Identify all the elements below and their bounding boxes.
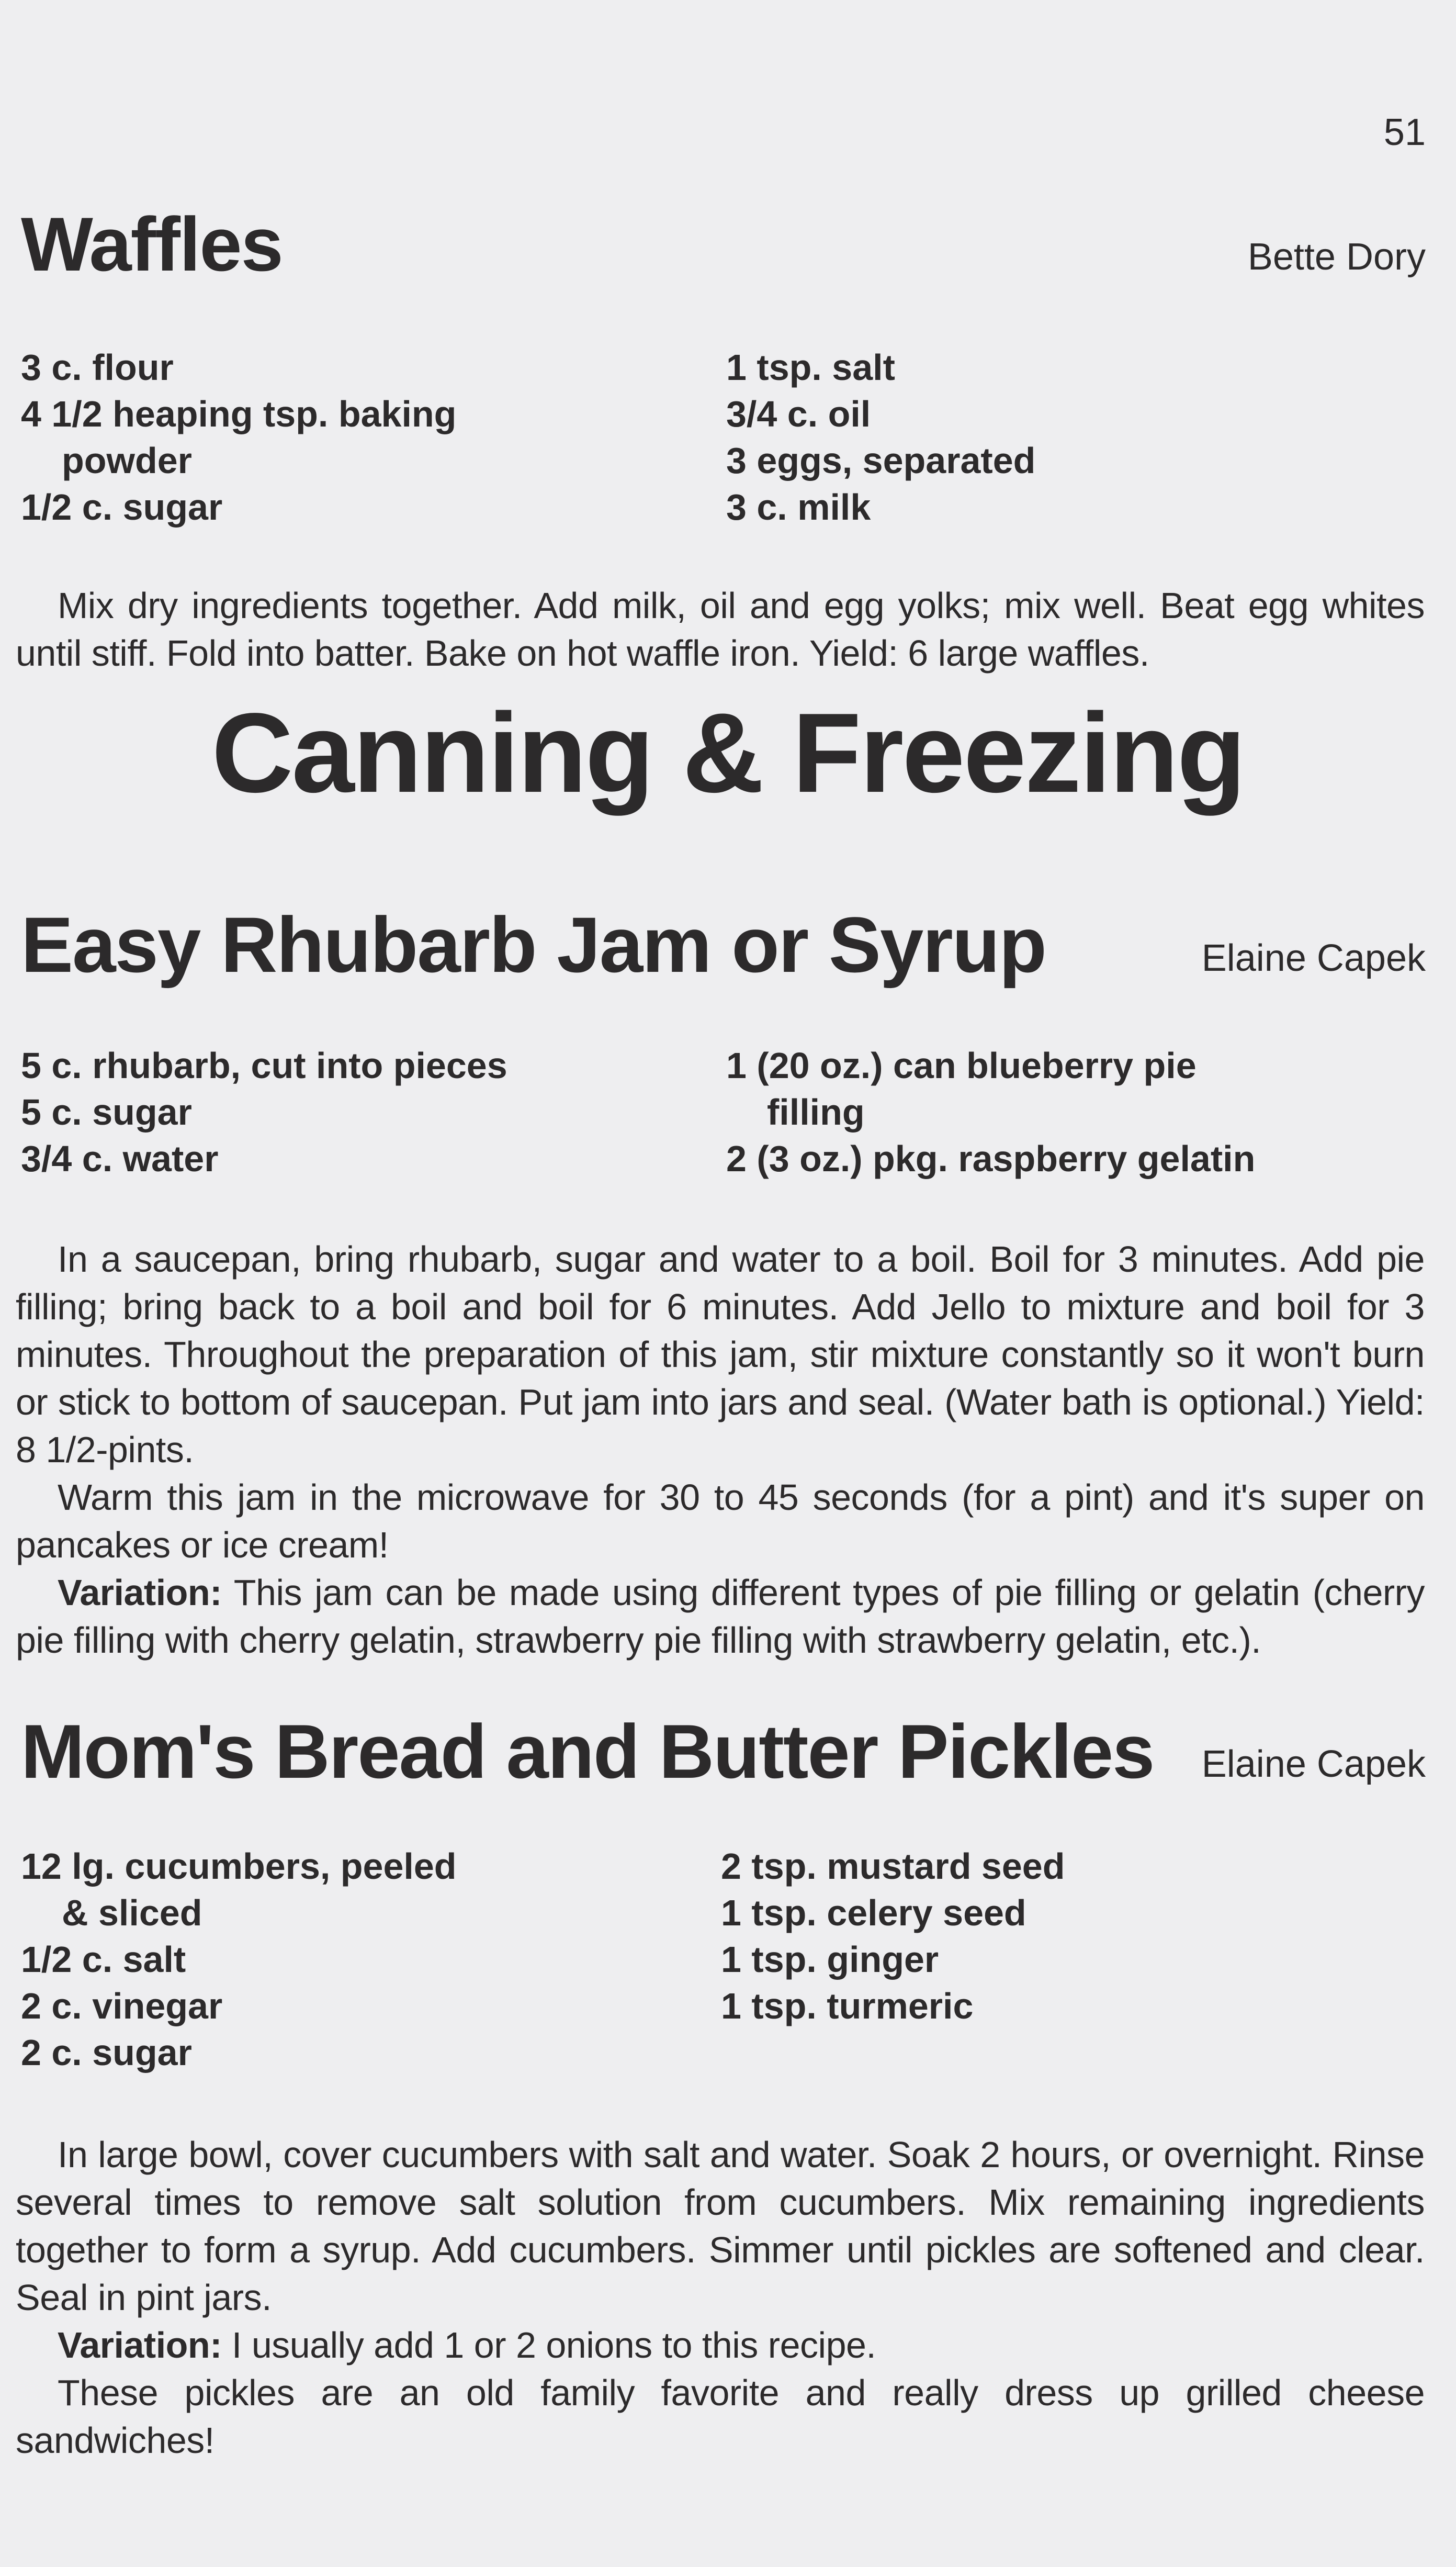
variation-text: This jam can be made using different types of pie filling or gelatin (cherry pie filling with cherry gelatin, strawberry pie filling with strawberry gelatin, etc.). — [16, 1572, 1425, 1661]
ingredient-item: 3 eggs, separated — [726, 440, 1036, 481]
instruction-paragraph: In a saucepan, bring rhubarb, sugar and water to a boil. Boil for 3 minutes. Add pie filling; bring back to a boil and boil for 6 minutes. Add Jello to mixture and boil for 3 minutes. Throughout the preparation of this jam, stir mixture constantly so it won't burn or stick to bottom of saucepan. Put jam into jars and seal. (Water bath is optional.) Yield: 8 1/2-pints. — [16, 1239, 1425, 1470]
ingredient-item: 5 c. sugar — [21, 1092, 192, 1133]
ingredient-item: 1 tsp. ginger — [721, 1939, 939, 1980]
ingredients-column-left — [21, 344, 726, 531]
recipe-title-pickles: Mom's Bread and Butter Pickles — [21, 1709, 1154, 1794]
ingredients-pickles — [21, 1843, 1426, 2076]
recipe-author-waffles: Bette Dory — [1247, 236, 1426, 278]
variation-text: I usually add 1 or 2 onions to this recipe. — [221, 2325, 876, 2366]
variation-paragraph — [16, 2322, 1425, 2369]
ingredients-rhubarb — [21, 1043, 1426, 1182]
recipe-header-pickles — [21, 1690, 1426, 1794]
recipe-author-pickles: Elaine Capek — [1201, 1743, 1426, 1785]
ingredient-item: & sliced — [62, 1892, 202, 1933]
ingredient-list — [21, 1843, 721, 2076]
recipe-title-rhubarb: Easy Rhubarb Jam or Syrup — [21, 901, 1046, 989]
ingredient-item: 2 c. sugar — [21, 2032, 192, 2073]
ingredient-item: 5 c. rhubarb, cut into pieces — [21, 1045, 507, 1086]
ingredient-list — [21, 1043, 726, 1182]
instruction-paragraph: These pickles are an old family favorite and really dress up grilled cheese sandwiches! — [16, 2372, 1425, 2461]
ingredients-waffles — [21, 344, 1426, 531]
ingredient-item: 3 c. flour — [21, 347, 174, 388]
instruction-paragraph: In large bowl, cover cucumbers with salt and water. Soak 2 hours, or overnight. Rinse several times to remove salt solution from cucumbers. Mix remaining ingredients together to form a syrup. Add cucumbers. Simmer until pickles are softened and clear. Seal in pint jars. — [16, 2134, 1425, 2318]
ingredient-item: 1 (20 oz.) can blueberry pie — [726, 1045, 1197, 1086]
ingredient-item: 1 tsp. celery seed — [721, 1892, 1026, 1933]
ingredient-item: 3/4 c. water — [21, 1138, 219, 1179]
ingredient-item: 1/2 c. salt — [21, 1939, 186, 1980]
ingredient-item: 2 c. vinegar — [21, 1986, 223, 2026]
instructions-waffles — [16, 582, 1425, 677]
recipe-header-rhubarb — [21, 884, 1426, 989]
variation-label: Variation: — [58, 1572, 222, 1613]
ingredient-item: 2 (3 oz.) pkg. raspberry gelatin — [726, 1138, 1256, 1179]
recipe-header-waffles — [21, 183, 1426, 287]
ingredients-column-right — [726, 344, 1035, 531]
variation-label: Variation: — [58, 2325, 222, 2366]
ingredient-list — [21, 344, 726, 531]
ingredient-item: powder — [62, 440, 192, 481]
page-number: 51 — [1383, 111, 1426, 153]
instruction-paragraph: Mix dry ingredients together. Add milk, oil and egg yolks; mix well. Beat egg whites until stiff. Fold into batter. Bake on hot waffle iron. Yield: 6 large waffles. — [16, 585, 1425, 674]
ingredients-column-right — [721, 1843, 1065, 2076]
ingredient-list — [726, 344, 1035, 531]
ingredient-list — [726, 1043, 1255, 1182]
instruction-paragraph: Warm this jam in the microwave for 30 to 45 seconds (for a pint) and it's super on pancakes or ice cream! — [16, 1477, 1425, 1565]
ingredient-item: filling — [767, 1092, 865, 1133]
ingredients-column-right — [726, 1043, 1255, 1182]
instructions-pickles — [16, 2131, 1425, 2464]
ingredient-item: 4 1/2 heaping tsp. baking — [21, 394, 457, 434]
variation-paragraph — [16, 1569, 1425, 1664]
ingredient-list — [721, 1843, 1065, 2030]
recipe-author-rhubarb: Elaine Capek — [1201, 937, 1426, 979]
ingredients-column-left — [21, 1043, 726, 1182]
ingredient-item: 2 tsp. mustard seed — [721, 1846, 1065, 1887]
ingredient-item: 1 tsp. turmeric — [721, 1986, 974, 2026]
ingredient-item: 3/4 c. oil — [726, 394, 871, 434]
ingredient-item: 12 lg. cucumbers, peeled — [21, 1846, 457, 1887]
ingredients-column-left — [21, 1843, 721, 2076]
ingredient-item: 3 c. milk — [726, 487, 871, 528]
ingredient-item: 1/2 c. sugar — [21, 487, 223, 528]
recipe-title-waffles: Waffles — [21, 201, 283, 287]
section-title: Canning & Freezing — [211, 689, 1245, 816]
instructions-rhubarb — [16, 1236, 1425, 1664]
ingredient-item: 1 tsp. salt — [726, 347, 895, 388]
